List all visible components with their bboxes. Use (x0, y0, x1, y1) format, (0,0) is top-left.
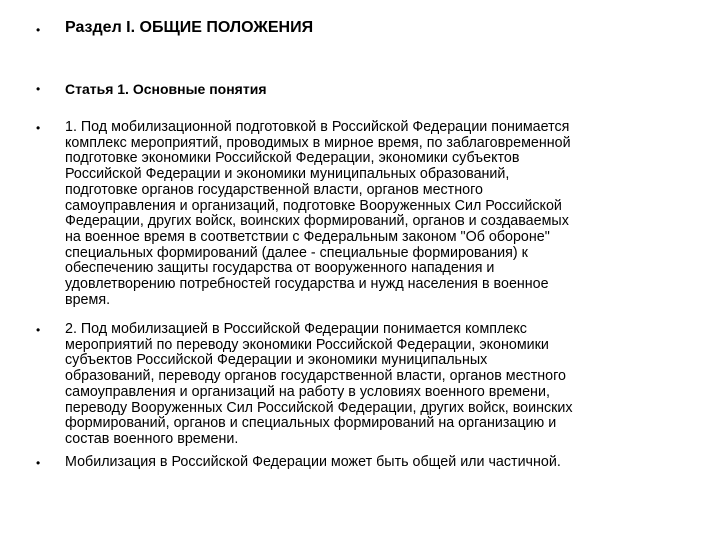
paragraph-2 (65, 322, 705, 448)
paragraph-line: самоуправления и организаций, подготовке Вооруженных Сил Российской (65, 197, 562, 214)
bullet-icon: • (36, 323, 41, 337)
bullet-icon: • (36, 456, 41, 470)
paragraph-3 (65, 455, 705, 471)
paragraph-line: подготовке экономики Российской Федерации, экономики субъектов (65, 150, 520, 167)
paragraph-line: специальных формирований (далее - специальные формирования) к (65, 244, 528, 261)
paragraph-line: 1. Под мобилизационной подготовкой в Российской Федерации понимается (65, 119, 570, 135)
paragraph-line: Мобилизация в Российской Федерации может быть общей или частичной. (65, 454, 561, 470)
paragraph-line: Федерации, других войск, воинских формирований, органов и создаваемых (65, 213, 569, 230)
bullet-icon: • (36, 82, 41, 96)
paragraph-line: время. (65, 291, 111, 308)
bullet-icon: • (36, 121, 41, 135)
paragraph-line: удовлетворению потребностей государства и нужд населения в военное (65, 276, 549, 293)
paragraph-line: Российской Федерации и экономики муниципальных образований, (65, 166, 510, 183)
paragraph-line: мероприятий по переводу экономики Российской Федерации, экономики (65, 336, 549, 353)
paragraph-line: на военное время в соответствии с Федеральным законом "Об обороне" (65, 228, 550, 245)
paragraph-line: субъектов Российской Федерации и экономики муниципальных (65, 352, 488, 369)
paragraph-1 (65, 120, 705, 308)
paragraph-line: формирований, органов и специальных формирований на организацию и (65, 415, 557, 432)
paragraph-line: переводу Вооруженных Сил Российской Федерации, других войск, воинских (65, 399, 573, 416)
paragraph-line: состав военного времени. (65, 430, 239, 447)
paragraph-line: образований, переводу органов государственной власти, органов местного (65, 368, 566, 385)
paragraph-line: самоуправления и организаций на работу в условиях военного времени, (65, 383, 550, 400)
paragraph-line: обеспечению защиты государства от вооруженного нападения и (65, 260, 495, 277)
bullet-icon: • (36, 23, 41, 37)
paragraph-line: комплекс мероприятий, проводимых в мирное время, по заблаговременной (65, 134, 571, 151)
article-title: Статья 1. Основные понятия (65, 81, 267, 97)
paragraph-line: подготовке органов государственной власти, органов местного (65, 181, 483, 198)
section-title: Раздел I. ОБЩИЕ ПОЛОЖЕНИЯ (65, 19, 314, 36)
paragraph-line: 2. Под мобилизацией в Российской Федерации понимается комплекс (65, 321, 527, 337)
